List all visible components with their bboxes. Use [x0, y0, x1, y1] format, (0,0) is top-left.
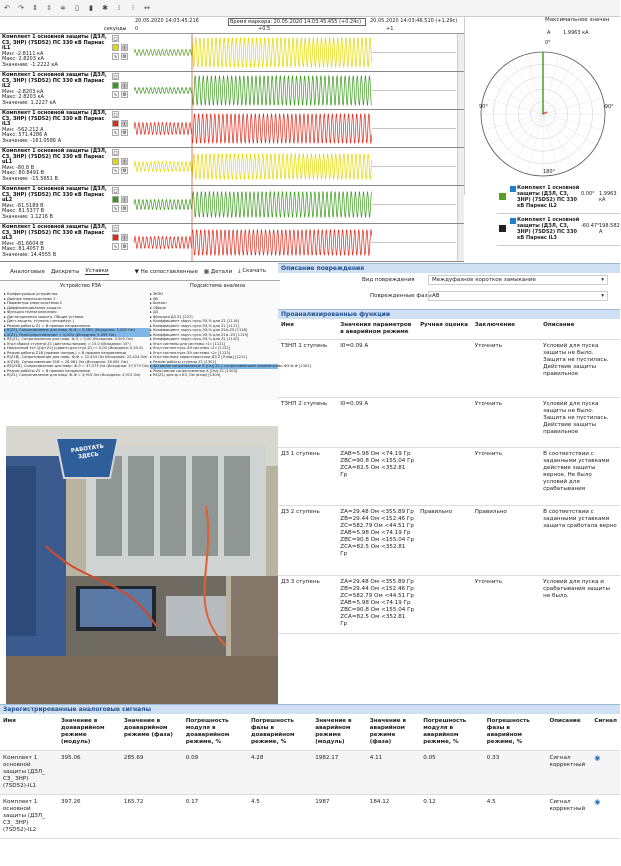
photo-sign: РАБОТАТЬ ЗДЕСЬ [70, 443, 105, 461]
tree-item[interactable]: ▸ Общие [150, 305, 166, 310]
legend-badge [499, 225, 506, 232]
channel-waveform[interactable] [134, 186, 456, 223]
zoom-out-y-icon[interactable]: ⇳ [46, 4, 52, 12]
tree-item[interactable]: ▸ Бинзап [150, 301, 167, 305]
channel-row[interactable] [0, 34, 464, 72]
tree-item[interactable]: ▸ Коэффициент заруч.пуск.ЭЭ,% для Z1 [1120] [150, 337, 239, 341]
signals-table [0, 714, 620, 839]
fault-trace [192, 38, 372, 68]
channel-row[interactable] [0, 148, 464, 186]
channel-name: Комплект 1 основной защиты (ДЗЛ, СЗ, ЗНР) (7SD52) ПС 330 кВ Парнас iL1 [2, 34, 107, 52]
fault-trace [192, 192, 372, 218]
fault-trace [192, 76, 372, 106]
function-row[interactable] [278, 576, 620, 634]
legend-name: Комплект 1 основной защиты (ДЗЛ, СЗ, ЗНР) (7SD52) ПС 330 кВ Парнас iL2 [517, 185, 580, 209]
function-cell-concl: Правильно [472, 506, 540, 576]
signals-col-header[interactable]: Значение в доаварийном режиме (фаза) [121, 714, 183, 751]
signals-col-header[interactable]: Погрешность модуля в доаварийном режиме, % [183, 714, 248, 751]
settings-icon[interactable]: ⚙ [122, 206, 127, 212]
function-cell-manual [417, 340, 472, 398]
polar-spoke [543, 114, 587, 158]
tree-item[interactable]: ▸ Угол наклона характеристики ДЗ Z [Плод] [1211] [150, 355, 247, 359]
signal-cell-name: Комплект 1 основной защиты (ДЗЛ_ СЗ_ ЗНР) (7SD52)-IL2 [0, 795, 58, 839]
fault-trace [192, 114, 372, 144]
channel-max: Макс: 81.4057 В [2, 246, 45, 253]
settings-icon[interactable]: ⚙ [122, 168, 127, 174]
channel-buttons [112, 187, 134, 222]
signal-cell-v2: 165.72 [121, 795, 183, 839]
signal-cell-v4: 4.28 [248, 751, 312, 795]
tree-item[interactable]: ▸ Коэффициент заруч.пуск.ЭЭ,% для Z1 [1116] [150, 319, 239, 323]
tree-item[interactable]: ▸ R(Z1B), Сопротивление для повр. Ф-Ф = 22,424 Ом (Исходная: 22,424 Ом) [4, 355, 148, 359]
function-row[interactable] [278, 398, 620, 448]
channel-buttons [112, 149, 134, 184]
function-cell-name: ДЗ 3 ступень [278, 576, 337, 634]
signal-cell-view [591, 795, 620, 839]
oscillogram-channels [0, 34, 464, 262]
tree-item[interactable]: ▸ Режим работы Z2 = В прямом направлении [4, 368, 90, 373]
polar-col-unit: А [547, 30, 551, 36]
channel-max: Макс: 571.4286 А [2, 132, 48, 139]
zoom-in-y-icon[interactable]: ⇕ [32, 4, 38, 12]
polar-spoke [483, 98, 543, 114]
fault-phase-label: Поврежденные фазы [370, 293, 432, 299]
functions-col-header[interactable]: Значения параметров в аварийном режиме [337, 319, 417, 340]
phase-icon[interactable]: ∿ [113, 206, 118, 212]
function-cell-params: I0=0.09 А [337, 398, 417, 448]
tree-item[interactable]: ▸ Угол системы для системы «1» [1121] [150, 341, 226, 346]
tree-item[interactable]: ▸ Активное сопротивление R [Ом] Z1 с сопротивлением параметрами ФЗ Ф-Ф [1302] [150, 364, 311, 368]
channel-info [0, 110, 111, 147]
fault-trace [192, 230, 372, 256]
undo-icon[interactable]: ↶ [4, 4, 10, 12]
tree-item[interactable]: ▸ Режим работы Z1B (прямое направ.) = В прямом направлении [4, 350, 127, 355]
function-cell-name: ДЗ 1 ступень [278, 448, 337, 506]
channel-min: Мин: -2.8111 кА [2, 50, 44, 57]
ruler-icon[interactable]: ↔ [144, 4, 150, 12]
legend-row[interactable] [497, 215, 620, 246]
fault-trace [192, 154, 372, 180]
tree-item[interactable]: ▸ Режим работы Z1 = В прямом направлении [4, 323, 90, 328]
channel-min: Мин: -80.8 В [2, 164, 35, 171]
tree-item[interactable]: ▸ ЗКЗН [150, 292, 163, 296]
visibility-icon[interactable]: ◻ [113, 74, 118, 80]
signal-cell-view [591, 751, 620, 795]
legend-row[interactable] [497, 183, 620, 214]
color-icon[interactable] [112, 158, 119, 165]
function-cell-concl: Уточнить [472, 576, 540, 634]
function-cell-params: ZA=29.48 Ом <355.89 Гр ZB=29.44 Ом <152.46 Гр ZC=582.79 Ом <44.51 Гр ZAB=5.98 Ом <74.19 Гр ZBC=90.8 Ом <155.04 Гр ZCA=82.5 Ом <352.81 Гр [337, 576, 417, 634]
signals-col-header[interactable]: Погрешность фазы в аварийном режиме, % [484, 714, 547, 751]
tree-left-title: Устройство РЗА [60, 283, 102, 289]
channel-waveform[interactable] [134, 110, 456, 147]
function-cell-concl: Уточнить [472, 398, 540, 448]
chevron-down-icon: ▾ [601, 277, 604, 283]
channel-name: Комплект 1 основной защиты (ДЗЛ, СЗ, ЗНР) (7SD52) ПС 330 кВ Парнас uL1 [2, 148, 107, 166]
color-icon[interactable] [112, 196, 119, 203]
function-cell-desc: Условий для пуска защиты не было. Защита не пустилась. Действие защиты правильное [540, 340, 620, 398]
polar-spoke [543, 114, 559, 174]
tree-item[interactable]: ▸ Данные энергосистемы 1 [4, 296, 56, 301]
signals-col-header[interactable]: Погрешность модуля в аварийном режиме, % [420, 714, 484, 751]
signals-col-header[interactable]: Сигнал [591, 714, 620, 751]
tree-item[interactable]: ▸ RE(Z1) для ф-з КЗ, Ом (втор) [1304] [150, 373, 221, 377]
functions-col-header[interactable]: Описание [540, 319, 620, 340]
channel-info [0, 186, 111, 223]
channel-name: Комплект 1 основной защиты (ДЗЛ, СЗ, ЗНР) (7SD52) ПС 330 кВ Парнас uL3 [2, 224, 107, 242]
signal-row[interactable] [0, 751, 620, 795]
polar-spoke [543, 114, 574, 168]
chart-icon[interactable]: ▥ [122, 121, 127, 127]
prefault-trace [134, 162, 192, 172]
phase-icon[interactable]: ∿ [113, 130, 118, 136]
signal-cell-v1: 395.06 [58, 751, 121, 795]
function-cell-name: ТЗНП 1 ступень [278, 340, 337, 398]
timeline-icon[interactable]: ▮ [89, 4, 93, 12]
polar-spoke [483, 114, 543, 130]
legend-angle: -60.47° [581, 223, 600, 229]
tree-item[interactable]: ▸ Параметры энергосистемы 2 [4, 301, 63, 305]
function-cell-desc: В соответствии с заданными уставками действие защиты верное. Не было условий для срабатывания [540, 448, 620, 506]
cursor-1-icon[interactable]: ⁞ [117, 4, 121, 12]
function-cell-desc: Условий для пуска и срабатывания защиты не было. [540, 576, 620, 634]
channel-max: Макс: 81.5377 В [2, 208, 45, 215]
channel-row[interactable] [0, 110, 464, 148]
polar-spoke [543, 54, 559, 114]
tree-item[interactable]: ▸ ДЗ [150, 310, 159, 314]
tree-item[interactable]: ▸ Дистанционная защита. Общие уставки [4, 314, 84, 319]
substation-photo [6, 426, 278, 704]
channel-buttons [112, 225, 134, 260]
fault-type-label: Вид повреждения [362, 277, 415, 283]
signals-col-header[interactable]: Погрешность фазы в доаварийном режиме, % [248, 714, 312, 751]
prefault-trace [134, 237, 192, 249]
signals-section [0, 704, 620, 866]
function-cell-name: ДЗ 2 ступень [278, 506, 337, 576]
vector-diagram-panel [464, 17, 620, 195]
signal-cell-v5: 1982.17 [312, 751, 367, 795]
eye-icon[interactable]: ◉ [594, 798, 601, 806]
function-cell-desc: В соответствии с заданными уставками защита сработала верно [540, 506, 620, 576]
legend-angle: 0.00° [581, 191, 595, 197]
channel-min: Мин: -562.212 А [2, 126, 44, 133]
legend-badge [499, 193, 506, 200]
signal-cell-v3: 0.09 [183, 751, 248, 795]
channel-waveform[interactable] [134, 148, 456, 185]
download-button[interactable]: ⤓ Скачать [238, 268, 266, 274]
tree-item[interactable]: ▸ Угол систем.пуск.ЭЭ системы «2» [1123] [150, 350, 231, 355]
channel-row[interactable] [0, 224, 464, 262]
tree-item[interactable]: ▸ Реактивное сопротивление X [Ом] Z1 [1303] [150, 368, 238, 373]
channel-info [0, 72, 111, 109]
functions-col-header[interactable]: Заключение [472, 319, 540, 340]
signal-cell-v6: 4.11 [367, 751, 420, 795]
signal-cell-desc: Сигнал корректный [546, 751, 591, 795]
channel-min: Мин: -81.5189 В [2, 202, 44, 209]
signal-cell-v3: 0.17 [183, 795, 248, 839]
channel-max: Макс: 2.8203 кА [2, 56, 44, 63]
polar-deg-m90: -90° [603, 104, 614, 110]
channel-info [0, 148, 111, 185]
signal-cell-desc: Сигнал корректный [546, 795, 591, 839]
signal-cell-v8: 0.33 [484, 751, 547, 795]
zoom-fit-icon[interactable]: ≑ [60, 4, 66, 12]
unmatched-button[interactable]: ▼ Не сопоставленные [134, 268, 198, 275]
tree-item[interactable]: ▸ X(Z1), РеакСопротивление = 5,00% (Исходная: 5,095 Ом) [4, 333, 150, 338]
marker-time: Время маркера: 20.05.2020 14:03:45.455 (+0.24с) [228, 18, 366, 26]
fault-description [278, 273, 620, 309]
tree-item[interactable]: ▸ Конфигурация устройства [4, 292, 58, 296]
main-toolbar [0, 0, 620, 17]
channel-buttons [112, 111, 134, 146]
tree-item[interactable]: ▸ Угол систем.пуск.ЭЭ системы «1» [1122] [150, 346, 231, 350]
channel-max: Макс: 80.8491 В [2, 170, 45, 177]
polar-spoke [499, 70, 543, 114]
legend-name: Комплект 1 основной защиты (ДЗЛ, СЗ, ЗНР) (7SD52) ПС 330 кВ Парнас iL3 [517, 217, 580, 241]
polar-spoke [543, 114, 597, 145]
tick-1: +1 [386, 26, 394, 32]
channel-value: Значение: -161.0586 А [2, 137, 62, 144]
function-cell-params: ZAB=5.98 Ом <74.19 Гр ZBC=90.8 Ом <155.04 Гр ZCA=82.5 Ом <352.81 Гр [337, 448, 417, 506]
tree-item[interactable]: ▸ R(Z2), Сопротивление для повр. Ф-Ф = 3,915 Ом (Исходная: 3,915 Ом) [4, 373, 141, 377]
visibility-icon[interactable]: ◻ [113, 36, 118, 42]
channel-row[interactable] [0, 186, 464, 224]
tree-item[interactable]: ▸ Дист.защита, ступень (четырёхуг.) [4, 319, 74, 323]
signals-col-header[interactable]: Значение в доаварийном режиме (модуль) [58, 714, 121, 751]
signal-cell-v5: 1987 [312, 795, 367, 839]
channel-name: Комплект 1 основной защиты (ДЗЛ, СЗ, ЗНР) (7SD52) ПС 330 кВ Парнас iL3 [2, 110, 107, 128]
color-icon[interactable] [112, 120, 119, 127]
signal-cell-name: Комплект 1 основной защиты (ДЗЛ_ СЗ_ ЗНР) (7SD52)-IL1 [0, 751, 58, 795]
tree-item[interactable]: ▸ RE(Z1B), Сопротивление для повр. Ф-З = 37,073 Ом (Исходная: 37,073 Ом) [4, 364, 149, 368]
channel-value: Значение: -1.2222 кА [2, 61, 58, 68]
tree-item[interactable]: ▸ X(Z1B), Сопротивление Z1B = 26,061 Ом (Исходная: 26,061 Ом) [4, 359, 128, 364]
chart-icon[interactable]: ▥ [122, 235, 127, 241]
legend-value: 1.9963 кА [599, 191, 617, 203]
channel-name: Комплект 1 основной защиты (ДЗЛ, СЗ, ЗНР) (7SD52) ПС 330 кВ Парнас iL2 [2, 72, 107, 90]
prefault-trace [134, 88, 192, 94]
channel-info [0, 224, 111, 261]
fault-phase-select[interactable] [428, 291, 608, 301]
chevron-down-icon: ▾ [601, 293, 604, 299]
visibility-icon[interactable]: ◻ [113, 188, 118, 194]
channel-min: Мин: -81.6604 В [2, 240, 44, 247]
channel-buttons [112, 73, 134, 108]
phase-icon[interactable]: ∿ [113, 54, 118, 60]
function-cell-name: ТЗНП 2 ступень [278, 398, 337, 448]
signal-cell-v4: 4.5 [248, 795, 312, 839]
signal-row[interactable] [0, 795, 620, 839]
visibility-icon[interactable]: ◻ [113, 226, 118, 232]
polar-spoke [527, 54, 543, 114]
legend-value: 198.582 А [599, 223, 620, 235]
polar-col-value: 1.9963 кА [563, 30, 589, 36]
function-cell-manual [417, 448, 472, 506]
tree-item[interactable]: ▸ Функция телеотключения [4, 310, 57, 314]
time-start: 20.05.2020 14:03:45.216 [135, 18, 199, 24]
channel-row[interactable] [0, 72, 464, 110]
visibility-icon[interactable]: ◻ [113, 150, 118, 156]
function-cell-manual [417, 398, 472, 448]
time-end: 20.05.2020 14:03:46.510 (+1.29с) [370, 18, 458, 24]
channel-value: Значение: 1.2227 кА [2, 99, 56, 106]
signal-cell-v7: 0.05 [420, 751, 484, 795]
tick-0: 0 [135, 26, 139, 32]
tree-item[interactable]: ▸ Угол сброса ступени Z1 (дистанц.направ) = 15,0 (Исходная: 15°) [4, 341, 131, 346]
functions-header: Проанализированные функции [278, 309, 620, 319]
gear-icon[interactable]: ✱ [102, 4, 108, 12]
signals-header: Зарегистрированные аналоговые сигналы [0, 704, 620, 714]
tree-item[interactable]: ▸ Коэффициент заруч.пуск.ЭЭ,% для Z1 [1117] [150, 323, 239, 328]
details-label: Детали [210, 268, 233, 275]
signals-col-header[interactable]: Значение в аварийном режиме (фаза) [367, 714, 420, 751]
channel-value: Значение: -15.5651 В [2, 175, 58, 182]
tree-item[interactable]: ▸ R(Z1), Сопротивление для повр. Ф-Ф = 5,46% (Исходная: 5,000 Ом) [4, 328, 150, 333]
function-cell-params: I0=0.09 А [337, 340, 417, 398]
function-cell-manual [417, 576, 472, 634]
tree-item[interactable]: ▸ Коэффициент заруч.пуск.ЭЭ,% для Z1b-Z5 [1118] [150, 328, 248, 332]
tree-item[interactable]: ▸ Режим работы ступени Z1 [1301] [150, 359, 217, 364]
functions-col-header[interactable]: Имя [278, 319, 337, 340]
tree-right-title: Подсистема анализа [190, 283, 246, 289]
time-axis[interactable] [0, 17, 464, 34]
tree-item[interactable]: ▸ АВ [150, 296, 158, 301]
tick-05: +0.5 [258, 26, 271, 32]
color-icon[interactable] [112, 82, 119, 89]
tree-left [4, 292, 150, 378]
report-pane [278, 263, 620, 704]
function-row[interactable] [278, 506, 620, 576]
fault-type-value: Междуфазное короткое замыкание [432, 277, 536, 283]
signals-col-header[interactable]: Описание [546, 714, 591, 751]
fault-description-header: Описание повреждения [278, 263, 620, 273]
settings-icon[interactable]: ⚙ [122, 54, 127, 60]
signals-col-header[interactable]: Значение в аварийном режиме (модуль) [312, 714, 367, 751]
vector-legend [497, 183, 620, 261]
tree-item[interactable]: ▸ Функция ДЗ Z1 [237] [150, 314, 193, 319]
eye-icon[interactable]: ◉ [594, 754, 601, 762]
redo-icon[interactable]: ↷ [18, 4, 24, 12]
polar-deg-90: 90° [479, 104, 488, 110]
cursor-2-icon[interactable]: ⁝ [131, 4, 135, 12]
signal-cell-v1: 397.26 [58, 795, 121, 839]
channel-max: Макс: 2.8203 кА [2, 94, 44, 101]
function-cell-params: ZA=29.48 Ом <355.89 Гр ZB=29.44 Ом <152.46 Гр ZC=582.79 Ом <44.51 Гр ZAB=5.98 Ом <74.19 Гр ZBC=90.8 Ом <155.04 Гр ZCA=82.5 Ом <352.81 Гр [337, 506, 417, 576]
channel-buttons [112, 35, 134, 70]
tab-discrete[interactable]: Дискреты [50, 268, 80, 275]
channel-value: Значение: 14.4555 В [2, 251, 57, 258]
time-unit: секунды [104, 26, 127, 32]
unmatched-label: Не сопоставленные [140, 268, 198, 275]
fault-type-select[interactable] [428, 275, 608, 285]
polar-spoke [543, 70, 587, 114]
polar-deg-180: 180° [543, 169, 556, 175]
chart-icon[interactable]: ▥ [122, 45, 127, 51]
settings-icon[interactable]: ⚙ [122, 92, 127, 98]
polar-spoke [527, 114, 543, 174]
phase-icon[interactable]: ∿ [113, 244, 118, 250]
polar-deg-0: 0° [545, 40, 551, 46]
fault-phase-value: AB [432, 293, 440, 299]
channel-name: Комплект 1 основной защиты (ДЗЛ, СЗ, ЗНР) (7SD52) ПС 330 кВ Парнас uL2 [2, 186, 107, 204]
polar-spoke [512, 114, 543, 168]
tree-item[interactable]: ▸ Дифференциальная защита [4, 305, 61, 310]
tree-item[interactable]: ▸ Коэффициент заруч.пуск.ЭЭ,% для Z1b..Z5 [1119] [150, 332, 249, 337]
color-icon[interactable] [112, 234, 119, 241]
polar-header: Максимальное значен [545, 17, 610, 23]
prefault-trace [134, 50, 192, 56]
polar-spoke [489, 114, 543, 145]
visibility-icon[interactable]: ◻ [113, 112, 118, 118]
legend-swatch [510, 218, 516, 224]
download-label: Скачать [242, 268, 266, 274]
settings-icon[interactable]: ⚙ [122, 130, 127, 136]
tab-analog[interactable]: Аналоговые [10, 268, 45, 275]
channel-waveform[interactable] [134, 72, 456, 109]
signal-cell-v8: 4.5 [484, 795, 547, 839]
chart-icon[interactable]: ▥ [122, 159, 127, 165]
channel-info [0, 34, 111, 71]
functions-col-header[interactable]: Ручная оценка [417, 319, 472, 340]
function-row[interactable] [278, 448, 620, 506]
functions-table [278, 319, 620, 634]
chart-icon[interactable]: ▥ [122, 197, 127, 203]
signals-col-header[interactable]: Имя [0, 714, 58, 751]
color-icon[interactable] [112, 44, 119, 51]
tab-settings[interactable]: Уставки [85, 268, 109, 274]
channel-min: Мин: -2.8203 кА [2, 88, 44, 95]
channel-value: Значение: 1.1216 В [2, 213, 53, 220]
signal-cell-v6: 184.12 [367, 795, 420, 839]
details-button[interactable]: ▦ Детали [203, 268, 233, 275]
channel-waveform[interactable] [134, 224, 456, 261]
settings-icon[interactable]: ⚙ [122, 244, 127, 250]
channel-waveform[interactable] [134, 34, 456, 71]
polar-spoke [512, 60, 543, 114]
split-icon[interactable]: ▯ [75, 4, 79, 12]
function-row[interactable] [278, 340, 620, 398]
polar-spoke [489, 83, 543, 114]
polar-spoke [499, 114, 543, 158]
phase-icon[interactable]: ∿ [113, 92, 118, 98]
function-cell-concl: Уточнить [472, 340, 540, 398]
function-cell-desc: Условий для пуска защиты не было. Защита не пустилась. Действие защиты правильное [540, 398, 620, 448]
chart-icon[interactable]: ▥ [122, 83, 127, 89]
prefault-trace [134, 200, 192, 210]
prefault-trace [134, 123, 192, 135]
tree-item[interactable]: ▸ RE(Z1), Сопротивление для повр. Ф-З = 0,00 (Исходная: 0,000 Ом) [4, 337, 133, 341]
signal-cell-v7: 0.12 [420, 795, 484, 839]
legend-swatch [510, 186, 516, 192]
signal-cell-v2: 285.69 [121, 751, 183, 795]
function-cell-concl: Уточнить [472, 448, 540, 506]
tree-item[interactable]: ▸ Наклонный Уст.1[ф+Z1] (сдвиги для ступ.Z1) = 0,00 (Исходная: 0,35 А) [4, 346, 143, 350]
bottom-tabs [0, 263, 280, 281]
function-cell-manual: Правильно [417, 506, 472, 576]
polar-spoke [543, 114, 603, 130]
phase-icon[interactable]: ∿ [113, 168, 118, 174]
polar-spoke [543, 98, 603, 114]
polar-spoke [543, 60, 574, 114]
photo-illustration [6, 426, 278, 704]
polar-spoke [543, 83, 597, 114]
